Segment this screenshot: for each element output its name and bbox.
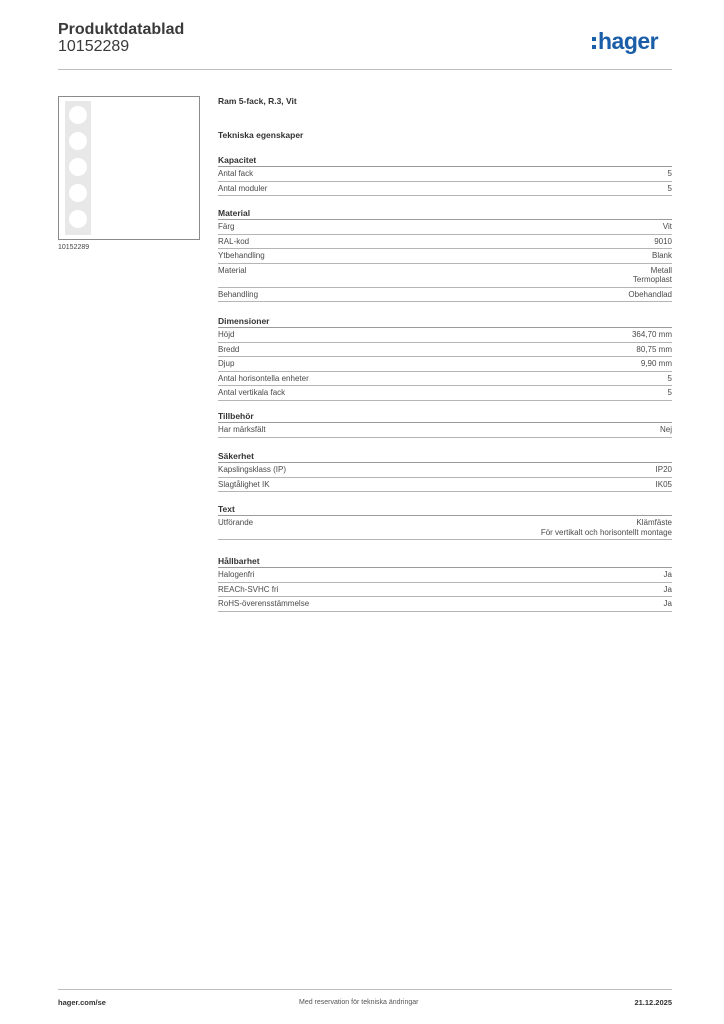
spec-row bbox=[218, 235, 672, 250]
spec-row bbox=[218, 288, 672, 303]
spec-value-line: 9010 bbox=[654, 236, 672, 246]
spec-row bbox=[218, 220, 672, 235]
spec-value bbox=[668, 184, 672, 194]
section-heading: Text bbox=[218, 504, 672, 516]
section-heading: Tillbehör bbox=[218, 411, 672, 423]
spec-label: Bredd bbox=[218, 344, 240, 354]
spec-row bbox=[218, 264, 672, 288]
spec-label: Material bbox=[218, 265, 247, 275]
technical-title: Tekniska egenskaper bbox=[218, 130, 304, 140]
spec-value-line: Metall bbox=[650, 265, 672, 275]
spec-value bbox=[664, 599, 672, 609]
spec-value bbox=[641, 359, 672, 369]
spec-value-line: Obehandlad bbox=[628, 289, 672, 299]
spec-value bbox=[664, 585, 672, 595]
spec-value bbox=[660, 425, 672, 435]
spec-value bbox=[668, 388, 672, 398]
spec-value-line: 5 bbox=[667, 388, 672, 397]
spec-row bbox=[218, 357, 672, 372]
image-caption: 10152289 bbox=[58, 244, 90, 251]
spec-label: Slagtålighet IK bbox=[218, 479, 270, 489]
spec-section bbox=[218, 451, 672, 492]
spec-value-line: 5 bbox=[667, 373, 672, 383]
section-heading: Hållbarhet bbox=[218, 556, 672, 568]
spec-row bbox=[218, 568, 672, 583]
spec-label: RAL-kod bbox=[218, 236, 250, 246]
spec-value bbox=[636, 345, 672, 355]
frame-hole bbox=[69, 184, 87, 202]
spec-value bbox=[663, 222, 672, 232]
spec-row bbox=[218, 343, 672, 358]
spec-value-line: 5 bbox=[667, 183, 672, 193]
product-image bbox=[58, 96, 200, 240]
spec-section bbox=[218, 155, 672, 196]
frame-hole bbox=[69, 210, 87, 228]
spec-row bbox=[218, 167, 672, 182]
spec-value-line: 80,75 mm bbox=[636, 344, 672, 354]
spec-row bbox=[218, 463, 672, 478]
spec-label: RoHS-överensstämmelse bbox=[218, 599, 310, 608]
spec-row bbox=[218, 182, 672, 197]
spec-value-line: Termoplast bbox=[632, 275, 672, 284]
article-number: 10152289 bbox=[58, 38, 130, 55]
spec-value-line: Nej bbox=[659, 425, 672, 434]
product-title: Ram 5-fack, R.3, Vit bbox=[218, 96, 297, 106]
spec-value bbox=[656, 465, 672, 475]
footer-website[interactable]: hager.com/se bbox=[58, 998, 106, 1007]
spec-value bbox=[656, 480, 672, 490]
spec-label: Antal vertikala fack bbox=[218, 388, 286, 397]
spec-label: Har märksfält bbox=[218, 425, 266, 434]
section-heading: Dimensioner bbox=[218, 316, 672, 328]
spec-label: Ytbehandling bbox=[218, 251, 265, 260]
section-heading: Material bbox=[218, 208, 672, 220]
spec-value bbox=[652, 251, 672, 261]
spec-row bbox=[218, 478, 672, 493]
spec-row bbox=[218, 328, 672, 343]
spec-value-line: Ja bbox=[663, 584, 672, 594]
spec-row bbox=[218, 516, 672, 540]
spec-label: Antal moduler bbox=[218, 183, 268, 193]
spec-value-line: 364,70 mm bbox=[631, 330, 672, 339]
spec-value-line: För vertikalt och horisontellt montage bbox=[540, 527, 672, 537]
spec-value-line: Ja bbox=[663, 599, 672, 608]
spec-section bbox=[218, 316, 672, 401]
spec-label: REACh-SVHC fri bbox=[218, 584, 279, 594]
spec-row bbox=[218, 597, 672, 612]
spec-label: Antal horisontella enheter bbox=[218, 373, 309, 383]
spec-value-line: IP20 bbox=[655, 465, 672, 474]
section-heading: Säkerhet bbox=[218, 451, 672, 463]
spec-label: Kapslingsklass (IP) bbox=[218, 465, 287, 474]
spec-value-line: 9,90 mm bbox=[640, 359, 672, 368]
spec-value-line: IK05 bbox=[655, 479, 672, 489]
spec-value-line: Vit bbox=[662, 222, 672, 231]
spec-section bbox=[218, 504, 672, 540]
logo-text: hager bbox=[598, 28, 659, 54]
spec-value-line: Ja bbox=[663, 570, 672, 579]
section-heading: Kapacitet bbox=[218, 155, 672, 167]
spec-label: Behandling bbox=[218, 289, 259, 299]
spec-value bbox=[654, 237, 672, 247]
spec-section bbox=[218, 556, 672, 612]
footer-date: 21.12.2025 bbox=[634, 998, 672, 1007]
spec-label: Höjd bbox=[218, 330, 235, 339]
spec-value bbox=[668, 169, 672, 179]
spec-value-line: 5 bbox=[667, 169, 672, 178]
spec-label: Utförande bbox=[218, 518, 254, 527]
spec-label: Djup bbox=[218, 359, 235, 368]
header-title: Produktdatablad bbox=[58, 21, 185, 38]
spec-value bbox=[541, 518, 672, 537]
spec-label: Antal fack bbox=[218, 169, 254, 178]
frame-hole bbox=[69, 106, 87, 124]
spec-row bbox=[218, 386, 672, 401]
spec-section bbox=[218, 411, 672, 438]
hager-logo bbox=[592, 28, 658, 54]
spec-value-line: Klämfäste bbox=[636, 518, 672, 527]
footer-divider bbox=[58, 989, 672, 990]
footer-disclaimer: Med reservation för tekniska ändringar bbox=[299, 999, 419, 1006]
spec-row bbox=[218, 423, 672, 438]
spec-value bbox=[633, 266, 672, 285]
frame-hole bbox=[69, 132, 87, 150]
spec-value-line: Blank bbox=[651, 251, 672, 260]
spec-value bbox=[664, 570, 672, 580]
spec-row bbox=[218, 583, 672, 598]
logo-dots-icon bbox=[592, 34, 597, 50]
spec-value bbox=[632, 330, 672, 340]
spec-section bbox=[218, 208, 672, 302]
spec-row bbox=[218, 249, 672, 264]
header-divider bbox=[58, 69, 672, 70]
spec-value bbox=[668, 374, 672, 384]
spec-value bbox=[628, 290, 672, 300]
spec-label: Färg bbox=[218, 222, 235, 231]
spec-row bbox=[218, 372, 672, 387]
frame-hole bbox=[69, 158, 87, 176]
frame-image-shape bbox=[65, 101, 91, 235]
spec-label: Halogenfri bbox=[218, 570, 255, 579]
